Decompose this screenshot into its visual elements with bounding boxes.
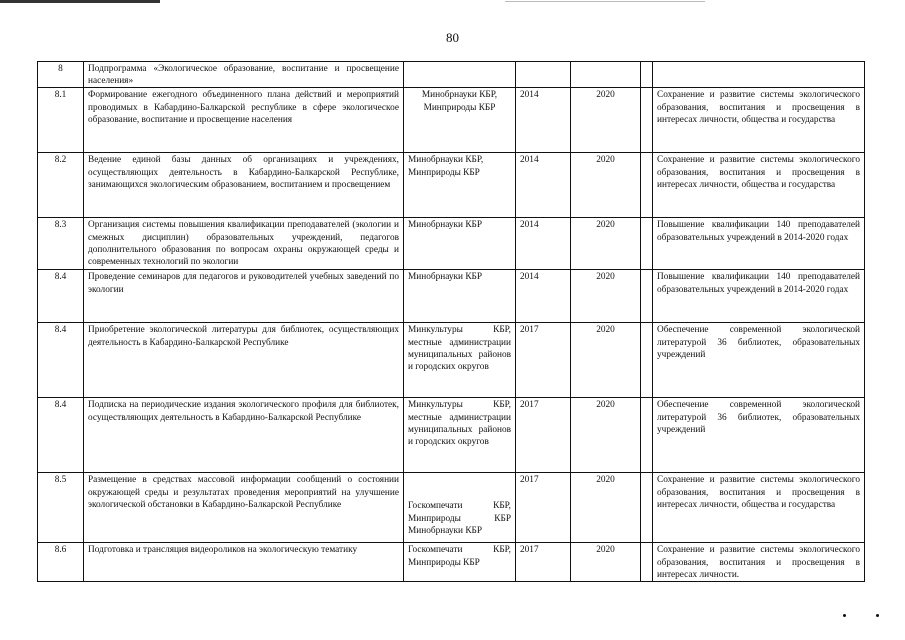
start-year: 2014 xyxy=(516,88,571,153)
row-number: 8.4 xyxy=(38,270,84,323)
start-year: 2017 xyxy=(516,543,571,582)
expected-result: Сохранение и развитие системы экологического образования, воспитания и просвещения в интересах личности. xyxy=(653,543,865,582)
expected-result xyxy=(653,62,865,88)
row-number: 8.1 xyxy=(38,88,84,153)
measure-name: Подписка на периодические издания экологического профиля для библиотек, осуществляющих деятельность в Кабардино-Балкарской Республике xyxy=(84,398,404,473)
spacer-cell xyxy=(641,398,653,473)
row-number: 8 xyxy=(38,62,84,88)
spacer-cell xyxy=(641,153,653,218)
row-number: 8.3 xyxy=(38,218,84,270)
executor xyxy=(404,62,516,88)
start-year: 2017 xyxy=(516,323,571,398)
row-number: 8.4 xyxy=(38,323,84,398)
row-number: 8.4 xyxy=(38,398,84,473)
end-year xyxy=(571,62,641,88)
scan-speck xyxy=(876,614,879,617)
end-year: 2020 xyxy=(571,543,641,582)
measure-name: Приобретение экологической литературы для библиотек, осуществляющих деятельность в Кабардино-Балкарской Республике xyxy=(84,323,404,398)
executor: Минобрнауки КБР, Минприроды КБР xyxy=(404,153,516,218)
start-year: 2014 xyxy=(516,270,571,323)
executor: Минобрнауки КБР xyxy=(404,218,516,270)
spacer-cell xyxy=(641,473,653,543)
measure-name: Размещение в средствах массовой информации сообщений о состоянии окружающей среды и результатах проведения мероприятий на улучшение экологической обстановки в Кабардино-Балкарской Республике xyxy=(84,473,404,543)
start-year: 2014 xyxy=(516,218,571,270)
end-year: 2020 xyxy=(571,88,641,153)
program-measures-table xyxy=(37,61,865,582)
table-row xyxy=(38,62,865,88)
row-number: 8.2 xyxy=(38,153,84,218)
spacer-cell xyxy=(641,62,653,88)
end-year: 2020 xyxy=(571,218,641,270)
end-year: 2020 xyxy=(571,323,641,398)
table-row xyxy=(38,270,865,323)
table-row xyxy=(38,398,865,473)
table-row xyxy=(38,323,865,398)
end-year: 2020 xyxy=(571,270,641,323)
start-year xyxy=(516,62,571,88)
measure-name: Организация системы повышения квалификации преподавателей (экологии и смежных дисциплин) образовательных учреждений, педагогов дополнительного образования по вопросам охраны окружающей среды и современных технологий по экологии xyxy=(84,218,404,270)
executor: Минобрнауки КБР, Минприроды КБР xyxy=(404,88,516,153)
executor: Госкомпечати КБР, Минприроды КБР xyxy=(404,543,516,582)
end-year: 2020 xyxy=(571,153,641,218)
expected-result: Сохранение и развитие системы экологического образования, воспитания и просвещения в интересах личности, общества и государства xyxy=(653,473,865,543)
executor xyxy=(404,473,516,543)
end-year: 2020 xyxy=(571,473,641,543)
table-row xyxy=(38,88,865,153)
table-row xyxy=(38,153,865,218)
row-number: 8.6 xyxy=(38,543,84,582)
executor: Минкультуры КБР, местные администрации муниципальных районов и городских округов xyxy=(404,398,516,473)
table-row xyxy=(38,473,865,543)
start-year: 2017 xyxy=(516,473,571,543)
top-edge-marks xyxy=(0,0,905,4)
spacer-cell xyxy=(641,218,653,270)
spacer-cell xyxy=(641,270,653,323)
start-year: 2014 xyxy=(516,153,571,218)
executor: Минкультуры КБР, местные администрации муниципальных районов и городских округов xyxy=(404,323,516,398)
measure-name: Формирование ежегодного объединенного плана действий и мероприятий проводимых в Кабардино-Балкарской республике в сфере экологическое образование, воспитание и просвещение населения xyxy=(84,88,404,153)
end-year: 2020 xyxy=(571,398,641,473)
measure-name: Ведение единой базы данных об организациях и учреждениях, осуществляющих деятельность в Кабардино-Балкарской Республике, занимающихся экологическим образованием, воспитанием и просвещением xyxy=(84,153,404,218)
table-row xyxy=(38,218,865,270)
table-row xyxy=(38,543,865,582)
expected-result: Повышение квалификации 140 преподавателей образовательных учреждений в 2014-2020 годах xyxy=(653,218,865,270)
spacer-cell xyxy=(641,88,653,153)
measure-name: Проведение семинаров для педагогов и руководителей учебных заведений по экологии xyxy=(84,270,404,323)
executor-text: Госкомпечати КБР, Минприроды КБР Минобрнауки КБР xyxy=(408,501,511,536)
measure-name: Подпрограмма «Экологическое образование, воспитание и просвещение населения» xyxy=(84,62,404,88)
start-year: 2017 xyxy=(516,398,571,473)
expected-result: Обеспечение современной экологической литературой 36 библиотек, образовательных учреждений xyxy=(653,398,865,473)
expected-result: Обеспечение современной экологической литературой 36 библиотек, образовательных учреждений xyxy=(653,323,865,398)
executor: Минобрнауки КБР xyxy=(404,270,516,323)
expected-result: Повышение квалификации 140 преподавателей образовательных учреждений в 2014-2020 годах xyxy=(653,270,865,323)
expected-result: Сохранение и развитие системы экологического образования, воспитания и просвещения в интересах личности, общества и государства xyxy=(653,153,865,218)
page-number: 80 xyxy=(446,30,459,45)
expected-result: Сохранение и развитие системы экологического образования, воспитания и просвещения в интересах личности, общества и государства xyxy=(653,88,865,153)
spacer-cell xyxy=(641,543,653,582)
scan-speck xyxy=(843,614,846,617)
row-number: 8.5 xyxy=(38,473,84,543)
top-edge-mark-left xyxy=(0,0,160,3)
spacer-cell xyxy=(641,323,653,398)
top-edge-mark-right xyxy=(505,1,705,2)
measure-name: Подготовка и трансляция видеороликов на экологическую тематику xyxy=(84,543,404,582)
